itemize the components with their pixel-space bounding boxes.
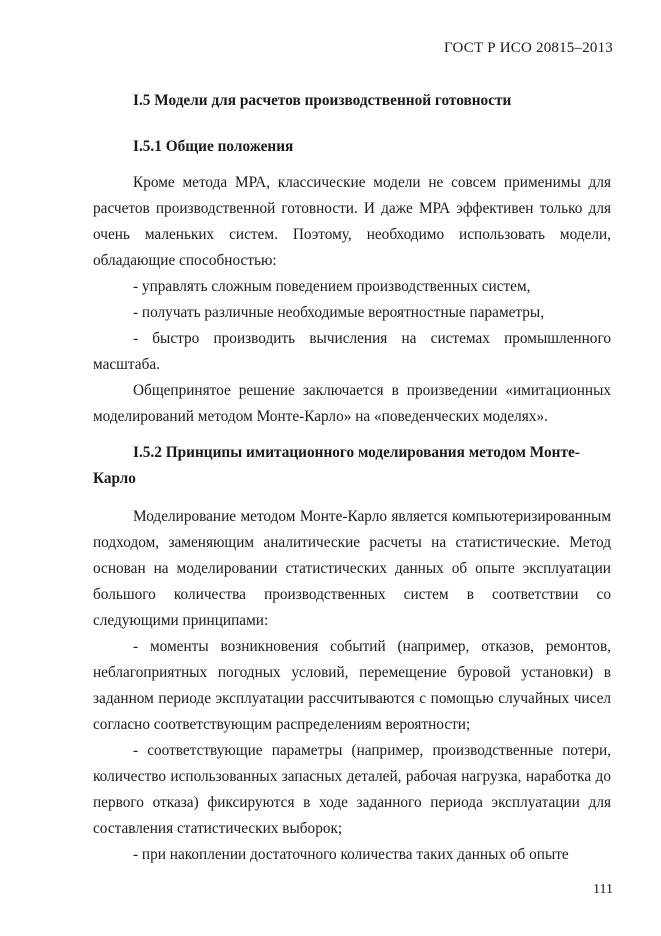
list-item: - при накоплении достаточного количества таких данных об опыте xyxy=(133,846,569,863)
heading-section-1-5-1: I.5.1 Общие положения xyxy=(133,138,294,155)
paragraph: Общепринятое решение заключается в произведении «имитационных моделирований методом Монте-Карло» на «поведенческих моделях». xyxy=(93,382,611,425)
page-number: 111 xyxy=(593,882,613,897)
heading-section-1-5: I.5 Модели для расчетов производственной готовности xyxy=(133,92,512,109)
standard-header: ГОСТ Р ИСО 20815–2013 xyxy=(444,40,613,56)
list-item: - управлять сложным поведением производственных систем, xyxy=(133,278,531,295)
list-item: - получать различные необходимые вероятностные параметры, xyxy=(133,304,545,321)
list-item: - быстро производить вычисления на системах промышленного масштаба. xyxy=(93,330,611,373)
heading-section-1-5-2: I.5.2 Принципы имитационного моделирования методом Монте-Карло xyxy=(93,444,580,487)
page-content xyxy=(93,88,611,868)
list-item: - соответствующие параметры (например, производственные потери, количество использованных запасных деталей, рабочая нагрузка, наработка до первого отказа) фиксируются в ходе заданного периода эксплуатации для составления статистических выборок; xyxy=(93,742,611,837)
list-item: - моменты возникновения событий (например, отказов, ремонтов, неблагоприятных погодных условий, перемещение буровой установки) в заданном периоде эксплуатации рассчитываются с помощью случайных чисел согласно соответствующим распределениям вероятности; xyxy=(93,638,611,733)
paragraph: Моделирование методом Монте-Карло является компьютеризированным подходом, заменяющим аналитические расчеты на статистические. Метод основан на моделировании статистических данных об опыте эксплуатации большого количества производственных систем в соответствии со следующими принципами: xyxy=(93,508,611,629)
paragraph: Кроме метода МРА, классические модели не совсем применимы для расчетов производственной готовности. И даже МРА эффективен только для очень маленьких систем. Поэтому, необходимо использовать модели, обладающие способностью: xyxy=(93,174,611,269)
